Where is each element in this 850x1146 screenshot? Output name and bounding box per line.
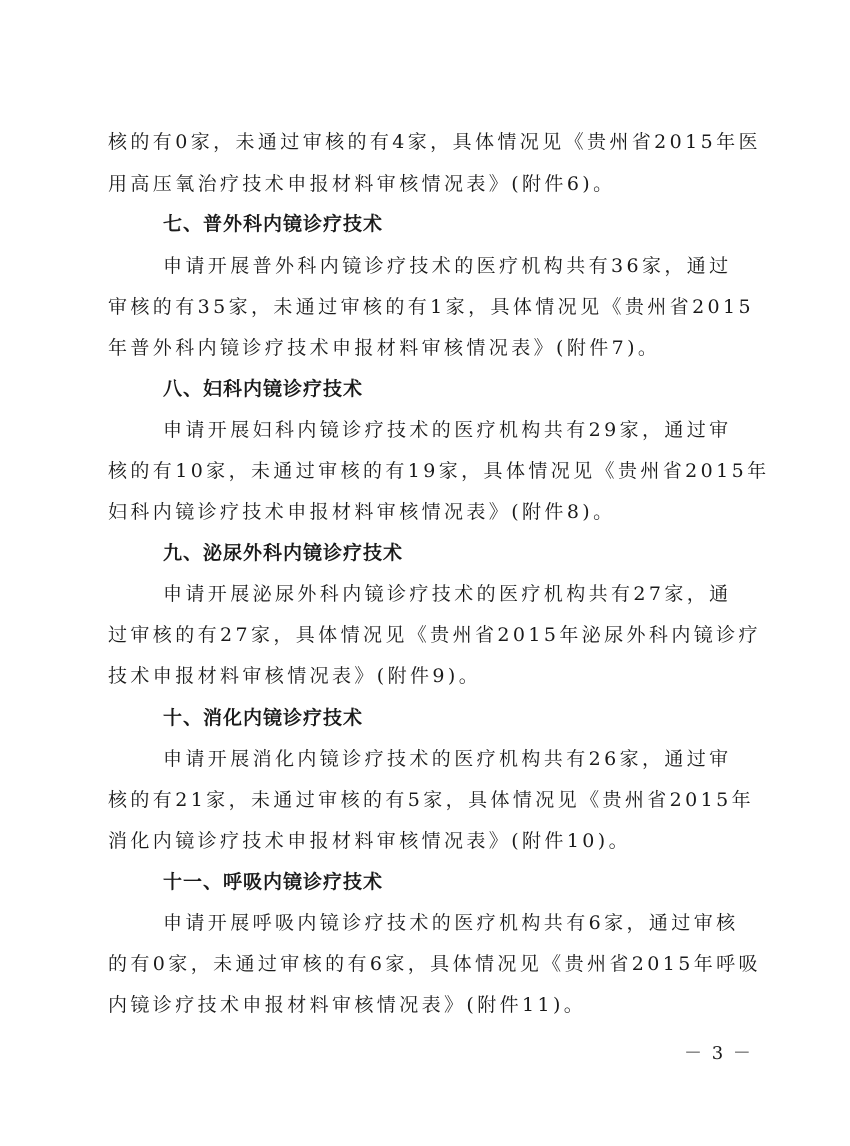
- section-heading-10: 十、消化内镜诊疗技术: [163, 707, 364, 729]
- paragraph-line: 核的有10家，未通过审核的有19家，具体情况见《贵州省2015年: [108, 460, 770, 482]
- paragraph-line: 技术申报材料审核情况表》(附件9)。: [108, 665, 482, 687]
- paragraph-line: 申请开展泌尿外科内镜诊疗技术的医疗机构共有27家，通: [163, 583, 732, 605]
- paragraph-line: 核的有21家，未通过审核的有5家，具体情况见《贵州省2015年: [108, 789, 755, 811]
- paragraph-line: 的有0家，未通过审核的有6家，具体情况见《贵州省2015年呼吸: [108, 953, 761, 975]
- paragraph-line: 消化内镜诊疗技术申报材料审核情况表》(附件10)。: [108, 830, 632, 852]
- paragraph-line: 申请开展呼吸内镜诊疗技术的医疗机构共有6家，通过审核: [163, 912, 739, 934]
- section-heading-7: 七、普外科内镜诊疗技术: [163, 213, 384, 235]
- paragraph-line: 内镜诊疗技术申报材料审核情况表》(附件11)。: [108, 994, 587, 1016]
- paragraph-line: 年普外科内镜诊疗技术申报材料审核情况表》(附件7)。: [108, 337, 661, 359]
- page-number: － 3 －: [684, 1043, 753, 1064]
- paragraph-line: 用高压氧治疗技术申报材料审核情况表》(附件6)。: [108, 173, 616, 195]
- paragraph-line: 审核的有35家，未通过审核的有1家，具体情况见《贵州省2015: [108, 296, 755, 318]
- section-heading-11: 十一、呼吸内镜诊疗技术: [163, 871, 384, 893]
- section-heading-8: 八、妇科内镜诊疗技术: [163, 378, 364, 400]
- paragraph-line: 申请开展消化内镜诊疗技术的医疗机构共有26家，通过审: [163, 748, 732, 770]
- paragraph-line: 申请开展妇科内镜诊疗技术的医疗机构共有29家，通过审: [163, 419, 732, 441]
- paragraph-line: 妇科内镜诊疗技术申报材料审核情况表》(附件8)。: [108, 501, 616, 523]
- section-heading-9: 九、泌尿外科内镜诊疗技术: [163, 542, 404, 564]
- paragraph-line: 申请开展普外科内镜诊疗技术的医疗机构共有36家，通过: [163, 255, 732, 277]
- paragraph-line: 核的有0家，未通过审核的有4家，具体情况见《贵州省2015年医: [108, 131, 761, 153]
- paragraph-line: 过审核的有27家，具体情况见《贵州省2015年泌尿外科内镜诊疗: [108, 624, 761, 646]
